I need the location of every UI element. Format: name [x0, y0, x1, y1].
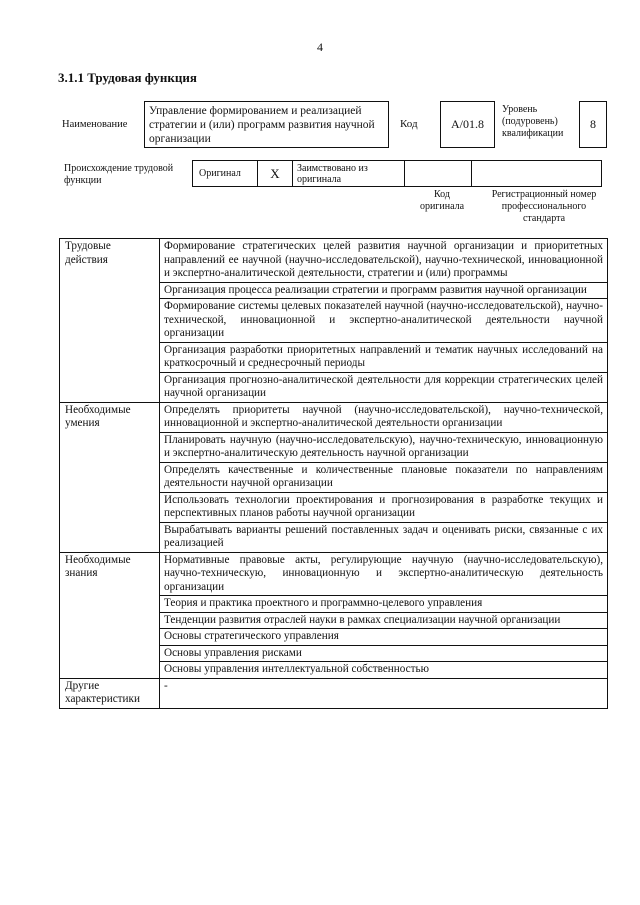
item-text: Определять приоритеты научной (научно-исследовательской), научно-технической, инновационной и экспертно-аналитической деятельности организации: [160, 402, 608, 432]
reg-number-cell: [471, 160, 602, 187]
table-row: [60, 239, 608, 283]
item-text: Нормативные правовые акты, регулирующие научную (научно-исследовательскую), научно-техническую, инновационную и экспертно-аналитическую деятельность организации: [160, 552, 608, 596]
qualification-level-value: 8: [579, 101, 607, 148]
item-text: Основы управления рисками: [160, 645, 608, 662]
category-label: Необходимые умения: [60, 402, 160, 552]
item-text: Планировать научную (научно-исследовательскую), научно-техническую, инновационную и экспертно-аналитическую деятельность научной организации: [160, 432, 608, 462]
origin-label: Происхождение трудовой функции: [64, 163, 174, 186]
origin-row: [193, 160, 602, 187]
category-label: Трудовые действия: [60, 239, 160, 403]
item-text: Тенденции развития отраслей науки в рамках специализации научной организации: [160, 612, 608, 629]
item-text: Использовать технологии проектирования и прогнозирования в разработке текущих и перспективных планов работы научной организации: [160, 492, 608, 522]
naming-label: Наименование: [62, 119, 128, 130]
item-text: Основы управления интеллектуальной собственностью: [160, 662, 608, 679]
category-label: Другие характеристики: [60, 678, 160, 708]
qualification-level-label: Уровень (подуровень) квалификации: [502, 104, 564, 139]
item-text: Основы стратегического управления: [160, 629, 608, 646]
item-text: Организация прогнозно-аналитической деятельности для коррекции стратегических целей научной организации: [160, 372, 608, 402]
item-text: Определять качественные и количественные плановые показатели по направлениям деятельности научной организации: [160, 462, 608, 492]
item-text: Формирование стратегических целей развития научной организации и приоритетных направлений ее научной (научно-исследовательской), научно-технической, инновационной и экспертно-аналитической деятельности, стратегии и (или) программы: [160, 239, 608, 283]
section-title: 3.1.1 Трудовая функция: [58, 70, 197, 85]
page-number: 4: [317, 40, 323, 54]
reg-number-label: Регистрационный номер профессионального стандарта: [491, 189, 597, 224]
category-label: Необходимые знания: [60, 552, 160, 678]
borrowed-label: Заимствовано из оригинала: [292, 160, 405, 187]
function-name-value: Управление формированием и реализацией стратегии и (или) программ развития научной организации: [144, 101, 389, 148]
item-text: Организация процесса реализации стратегии и программ развития научной организации: [160, 282, 608, 299]
code-original-cell: [404, 160, 472, 187]
table-row: [60, 402, 608, 432]
original-label: Оригинал: [192, 160, 258, 187]
function-details-table: [59, 238, 608, 709]
table-row: [60, 552, 608, 596]
item-text: Организация разработки приоритетных направлений и тематик научных исследований на краткосрочный и среднесрочный периоды: [160, 342, 608, 372]
table-row: [60, 678, 608, 708]
code-original-label: Код оригинала: [419, 189, 465, 212]
item-text: Теория и практика проектного и программно-целевого управления: [160, 596, 608, 613]
original-mark: X: [257, 160, 293, 187]
item-text: Формирование системы целевых показателей научной (научно-исследовательской), научно-технической, инновационной и экспертно-аналитической деятельности научной организации: [160, 299, 608, 343]
item-text: -: [160, 678, 608, 708]
item-text: Вырабатывать варианты решений поставленных задач и оценивать риски, связанные с их реализацией: [160, 522, 608, 552]
function-code-value: A/01.8: [440, 101, 495, 148]
code-label: Код: [400, 118, 418, 130]
